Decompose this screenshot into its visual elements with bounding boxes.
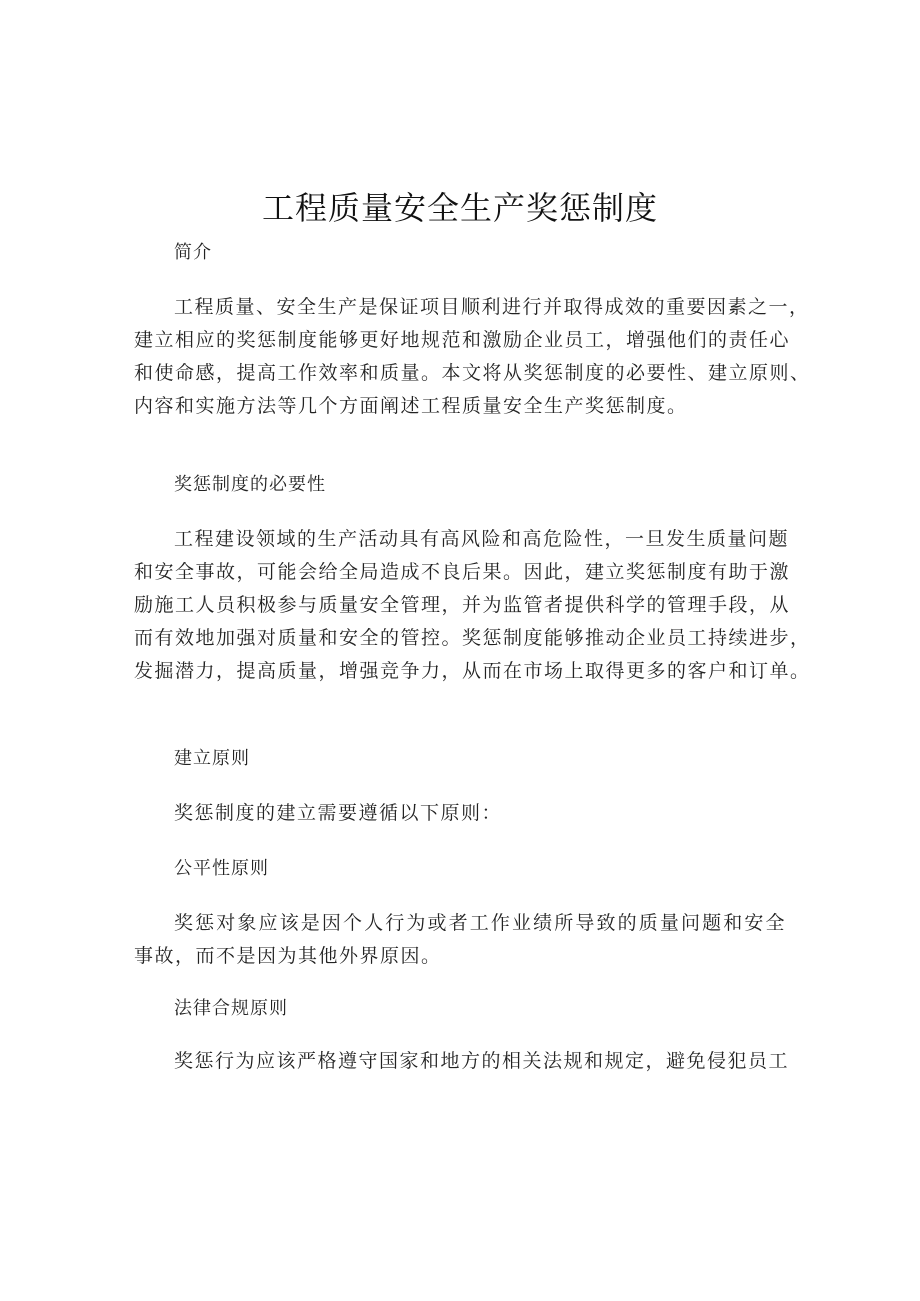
paragraph-necessity (134, 523, 811, 688)
section-heading-necessity: 奖惩制度的必要性 (174, 474, 326, 495)
section-heading-intro: 简介 (174, 242, 212, 263)
paragraph-legal (134, 1045, 790, 1078)
paragraph-line: 励施工人员积极参与质量安全管理，并为监管者提供科学的管理手段，从 (134, 594, 791, 616)
paragraph-line: 奖惩行为应该严格遵守国家和地方的相关法规和规定，避免侵犯员工 (174, 1050, 790, 1072)
paragraph-line: 建立相应的奖惩制度能够更好地规范和激励企业员工，增强他们的责任心 (134, 329, 791, 351)
paragraph-line: 发掘潜力，提高质量，增强竞争力，从而在市场上取得更多的客户和订单。 (134, 660, 811, 682)
section-heading-principles: 建立原则 (174, 748, 250, 769)
paragraph-intro (134, 291, 811, 423)
paragraph-line: 事故，而不是因为其他外界原因。 (134, 945, 442, 967)
paragraph-principles-intro: 奖惩制度的建立需要遵循以下原则： (174, 802, 503, 824)
paragraph-fairness (134, 907, 786, 973)
section-heading-fairness: 公平性原则 (174, 858, 269, 879)
paragraph-line: 内容和实施方法等几个方面阐述工程质量安全生产奖惩制度。 (134, 395, 688, 417)
paragraph-line: 而有效地加强对质量和安全的管控。奖惩制度能够推动企业员工持续进步， (134, 627, 811, 649)
paragraph-line: 工程质量、安全生产是保证项目顺利进行并取得成效的重要因素之一， (174, 296, 810, 318)
paragraph-line: 和安全事故，可能会给全局造成不良后果。因此，建立奖惩制度有助于激 (134, 561, 791, 583)
paragraph-line: 奖惩对象应该是因个人行为或者工作业绩所导致的质量问题和安全 (174, 912, 786, 934)
paragraph-line: 工程建设领域的生产活动具有高风险和高危险性，一旦发生质量问题 (174, 528, 790, 550)
section-heading-legal: 法律合规原则 (174, 998, 288, 1019)
paragraph-line: 和使命感，提高工作效率和质量。本文将从奖惩制度的必要性、建立原则、 (134, 362, 811, 384)
document-title: 工程质量安全生产奖惩制度 (261, 189, 658, 227)
